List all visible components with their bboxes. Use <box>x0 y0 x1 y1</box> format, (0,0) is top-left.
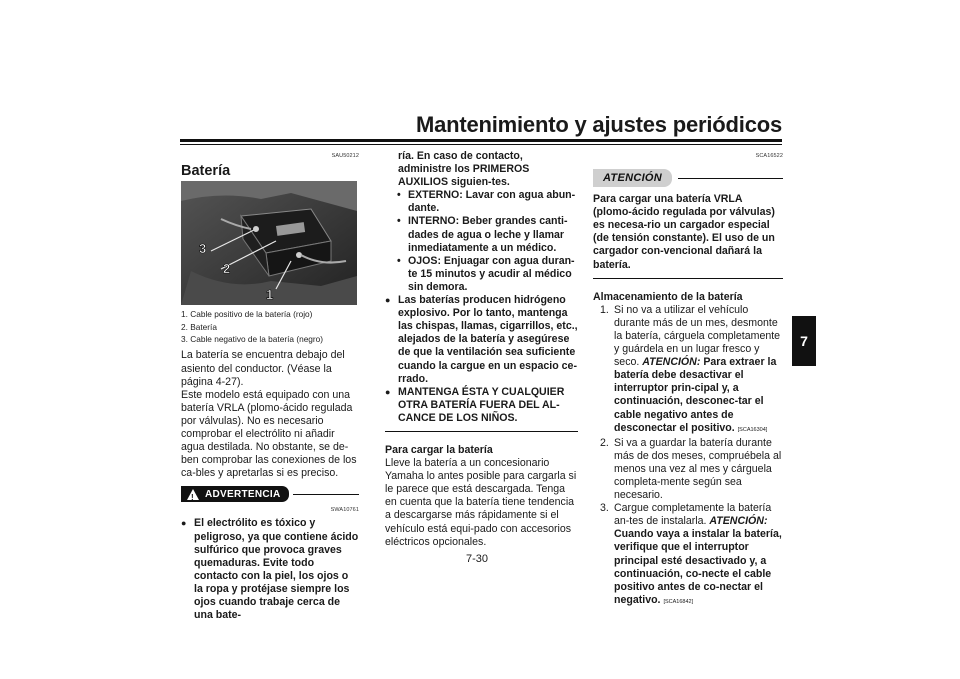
attention-end-rule <box>593 278 783 279</box>
attention-badge: ATENCIÓN <box>593 169 672 187</box>
warning-header <box>181 486 359 502</box>
column-middle <box>385 150 578 549</box>
battery-photo <box>181 181 357 305</box>
photo-captions <box>181 308 359 345</box>
warning-continuation: ría. En caso de contacto, administre los PRIMEROS AUXILIOS siguien-tes. <box>398 150 530 189</box>
warning-badge <box>181 486 289 502</box>
attention-rule <box>678 178 783 179</box>
callout-3: 3 <box>199 241 207 257</box>
caption-item: 3. Cable negativo de la batería (negro) <box>181 334 324 344</box>
subsection-title: Para cargar la batería <box>385 443 493 456</box>
page-number: 7-30 <box>466 553 489 565</box>
list-item: 2. Si va a guardar la batería durante más de dos meses, compruébela al menos una vez al mes y cárguela completa-mente según sea necesario. <box>600 436 782 502</box>
warning-end-rule <box>385 431 578 432</box>
header-rule-thin <box>180 144 782 145</box>
column-left <box>181 150 359 622</box>
page-header-title: Mantenimiento y ajustes periódicos <box>415 112 782 137</box>
warning-triangle-icon: ! <box>187 489 199 500</box>
section-title: Batería <box>181 163 231 180</box>
warning-bullet: ● El electrólito es tóxico y peligroso, ya que contiene ácido sulfúrico que provoca graves quemaduras. Evite todo contacto con la piel, los ojos o la ropa y protéjase siempre los ojos cuando trabaje cerca de una bate- <box>181 517 359 622</box>
warning-code: SWA10761 <box>330 507 359 514</box>
warning-bullet: ● Las baterías producen hidrógeno explosivo. Por lo tanto, mantenga las chispas, llamas, cigarrillos, etc., alejados de la batería y asegúrese de que la ventilación sea suficiente cuando la cargue en un espacio ce-rrado. <box>385 294 578 386</box>
paragraph: Este modelo está equipado con una batería VRLA (plomo-ácido regulada por válvulas). No es necesario comprobar el electrólito ni añadir agua destilada. No obstante, se de-ben comprobar las conexiones de los ca-bles y apretarlas si es preciso. <box>181 388 357 480</box>
warning-sub-bullet: • INTERNO: Beber grandes canti-dades de agua o leche y llamar inmediatamente a un médico. <box>385 215 578 254</box>
column-right <box>593 150 783 609</box>
warning-sub-bullet: • EXTERNO: Lavar con agua abun-dante. <box>385 189 578 215</box>
list-item: 1. Si no va a utilizar el vehículo durante más de un mes, desmonte la batería, cárguela completamente y guárdela en un lugar fresco y seco. ATENCIÓN: Para extraer la batería debe desactivar el interruptor prin-cipal y, a continuación, desconec-tar el cable negativo antes de desconectar el positivo. [SCA16304] <box>600 303 781 434</box>
warning-bullet: ● MANTENGA ÉSTA Y CUALQUIER OTRA BATERÍA FUERA DEL AL-CANCE DE LOS NIÑOS. <box>385 386 578 425</box>
caption-item: 1. Cable positivo de la batería (rojo) <box>181 309 313 320</box>
header-rule <box>180 139 782 142</box>
list-item: 3. Cargue completamente la batería an-tes de instalarla. ATENCIÓN: Cuando vaya a instalar la batería, verifique que el interruptor principal esté desactivado y, a continuación, co-necte el cable positivo antes de co-nectar el negativo. [SCA16842] <box>600 502 782 606</box>
attention-code: SCA16522 <box>755 153 783 159</box>
warning-sub-bullet: • OJOS: Enjuagar con agua duran-te 15 minutos y acudir al médico sin demora. <box>385 255 578 294</box>
warning-label: ADVERTENCIA <box>205 488 281 500</box>
paragraph: Lleve la batería a un concesionario Yamaha lo antes posible para cargarla si le parece que está descargada. Tenga en cuenta que la batería tiene tendencia a descargarse más rápidamente si el vehículo está equi-pado con accesorios eléctricos opcionales. <box>385 457 577 548</box>
caption-item: 2. Batería <box>181 321 217 332</box>
attention-text: Para cargar una batería VRLA (plomo-ácido regulada por válvulas) es necesa-rio un cargador especial (de tensión constante). El uso de un cargador con-vencional dañará la batería. <box>593 193 775 271</box>
subsection-title: Almacenamiento de la batería <box>593 290 743 303</box>
callout-1: 1 <box>266 287 274 303</box>
paragraph: La batería se encuentra debajo del asiento del conductor. (Véase la página 4-27). <box>181 349 345 388</box>
callout-2: 2 <box>223 261 231 277</box>
attention-header <box>593 169 783 187</box>
chapter-tab: 7 <box>792 316 816 366</box>
battery-illustration <box>181 181 357 305</box>
section-code: SAU50212 <box>331 153 359 159</box>
warning-rule <box>293 494 359 495</box>
